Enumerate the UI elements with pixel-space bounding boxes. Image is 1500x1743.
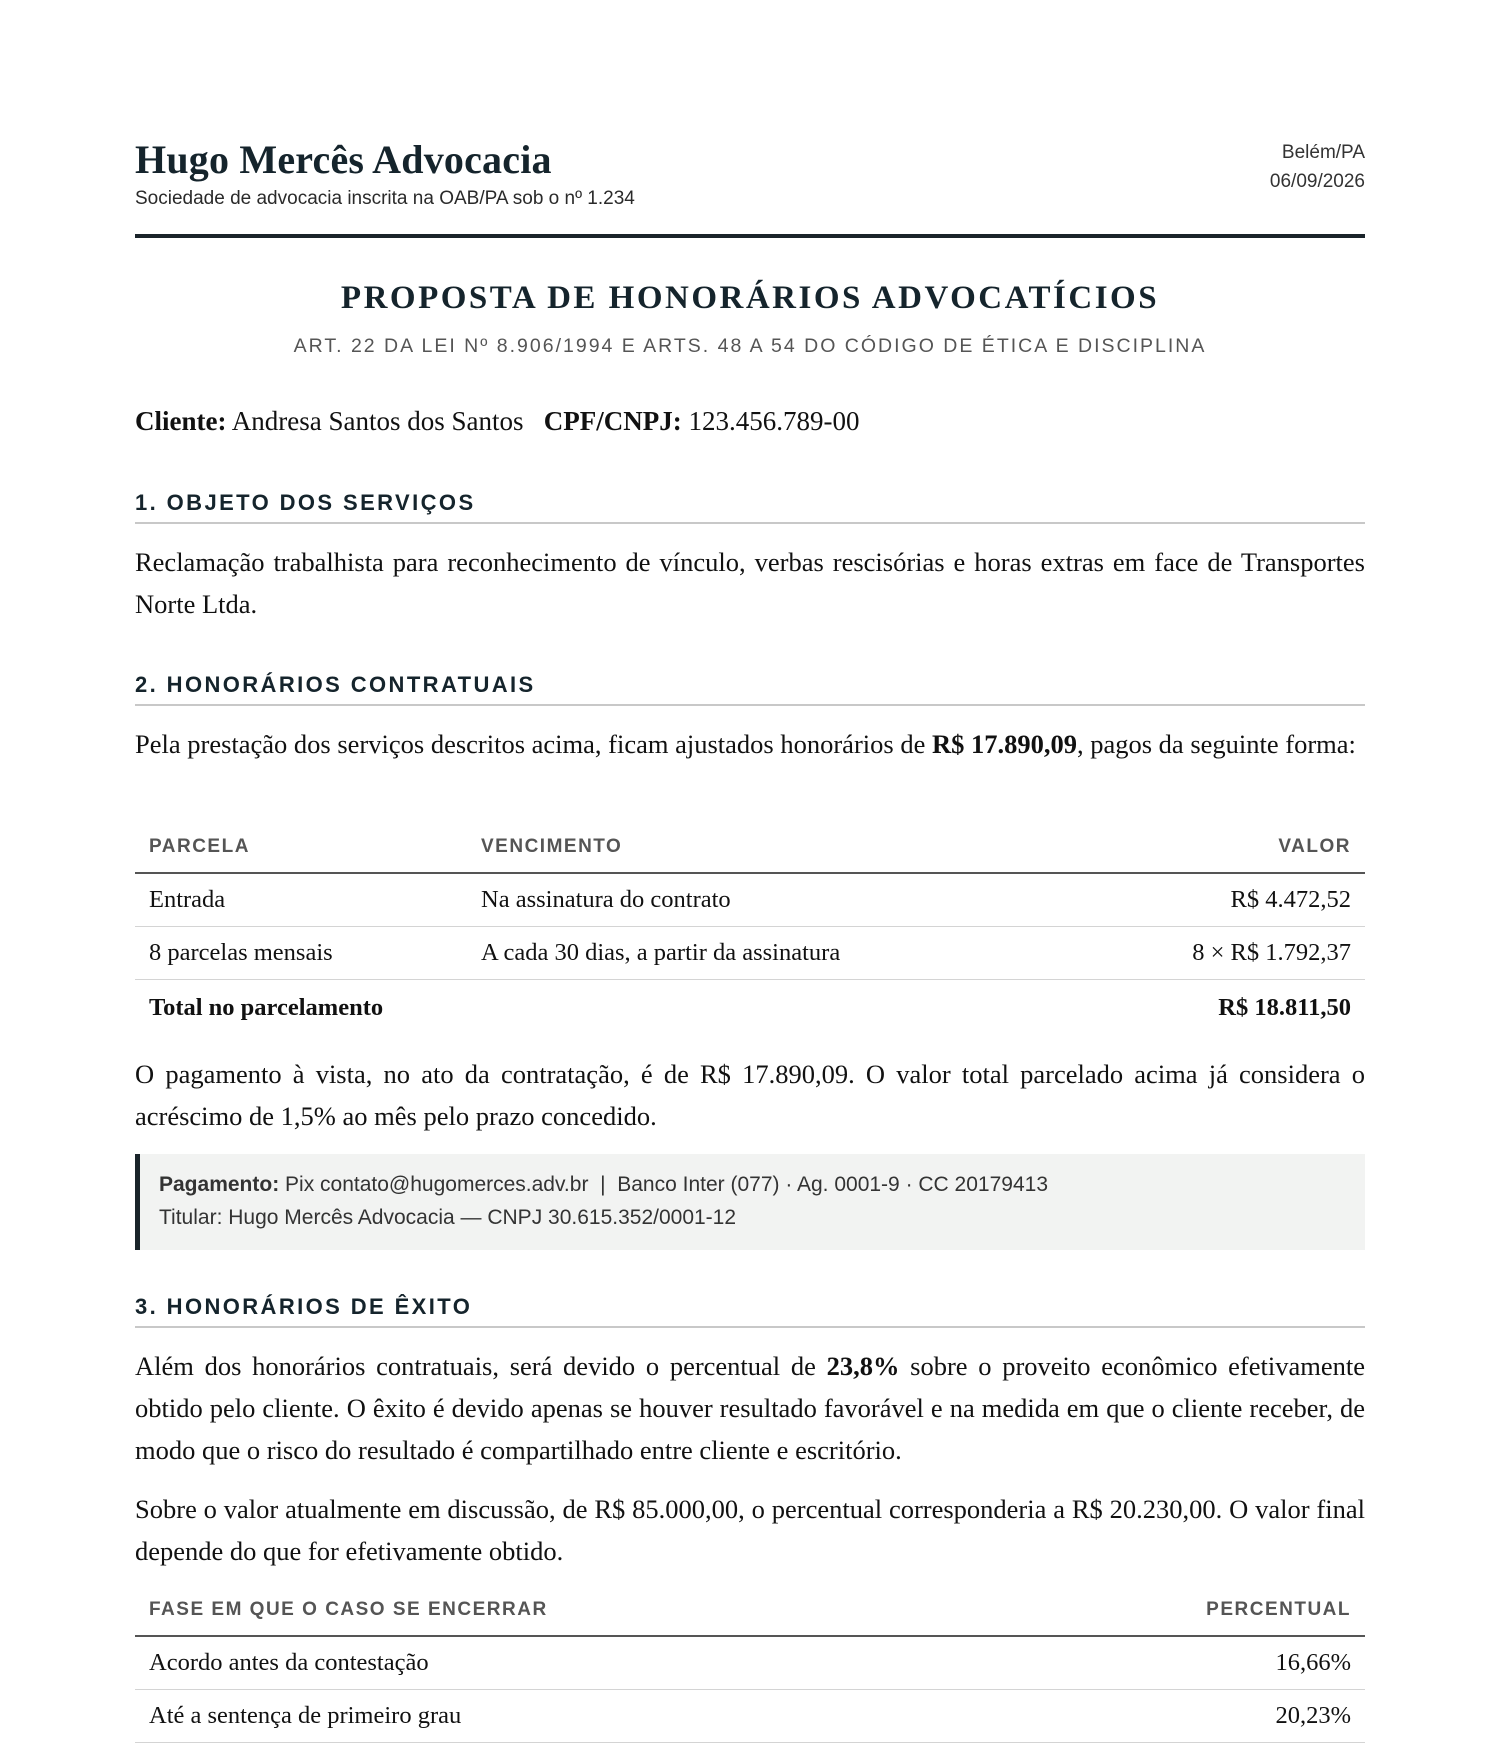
client-line (135, 406, 859, 437)
table-header-row (135, 822, 1365, 873)
payment-line-1 (159, 1173, 1048, 1197)
table-row (135, 1690, 1365, 1743)
firm-subtitle: Sociedade de advocacia inscrita na OAB/PA sob o nº 1.234 (135, 188, 635, 209)
total-label: Total no parcelamento (149, 994, 384, 1021)
col-header-valor: VALOR (1027, 822, 1365, 873)
payment-box (135, 1154, 1365, 1250)
cell-parcela: Entrada (135, 873, 467, 927)
cell-vencimento: A cada 30 dias, a partir da assinatura (467, 927, 1027, 980)
table-header-row (135, 1585, 1365, 1636)
letterhead (135, 134, 1365, 238)
table-row (135, 927, 1365, 980)
payment-details: Pix contato@hugomerces.adv.br | Banco Inter (077) · Ag. 0001-9 · CC 20179413 (279, 1173, 1048, 1196)
section-3-paragraph-1 (135, 1345, 1365, 1471)
firm-name: Hugo Mercês Advocacia (135, 137, 552, 182)
client-name: Andresa Santos dos Santos (231, 406, 524, 436)
cell-valor: 8 × R$ 1.792,37 (1027, 927, 1365, 980)
client-doc-label: CPF/CNPJ: (543, 406, 682, 436)
section-2-heading: 2. HONORÁRIOS CONTRATUAIS (135, 672, 1365, 706)
payment-label: Pagamento: (159, 1173, 280, 1196)
intro-text-after: , pagos da seguinte forma: (1076, 729, 1356, 759)
cell-fase: Até a sentença de primeiro grau (135, 1690, 1035, 1743)
success-fee-table (135, 1585, 1365, 1743)
cell-percentual: 20,23% (1035, 1690, 1365, 1743)
col-header-percentual: PERCENTUAL (1035, 1585, 1365, 1636)
section-3-paragraph-2: Sobre o valor atualmente em discussão, de R$ 85.000,00, o percentual corresponderia a R$ 20.230,00. O valor final depende do que for efetivamente obtido. (135, 1494, 1365, 1566)
total-value: R$ 18.811,50 (1218, 994, 1351, 1021)
success-percentage: 23,8% (826, 1351, 900, 1381)
table-row (135, 1636, 1365, 1690)
p1-text-before: Além dos honorários contratuais, será devido o percentual de (135, 1351, 827, 1381)
document-title: PROPOSTA DE HONORÁRIOS ADVOCATÍCIOS (340, 280, 1160, 316)
cell-percentual: 16,66% (1035, 1636, 1365, 1690)
date: 06/09/2026 (1269, 171, 1365, 192)
place: Belém/PA (1281, 142, 1365, 163)
col-header-parcela: PARCELA (135, 822, 467, 873)
section-1-text: Reclamação trabalhista para reconhecimento de vínculo, verbas rescisórias e horas extras em face de Transportes Norte Ltda. (135, 547, 1365, 619)
col-header-vencimento: VENCIMENTO (467, 822, 1027, 873)
cell-valor: R$ 4.472,52 (1027, 873, 1365, 927)
table-row (135, 873, 1365, 927)
client-label: Cliente: (135, 406, 227, 436)
fee-amount: R$ 17.890,09 (931, 729, 1077, 759)
p1-text-after: sobre o proveito econômico efetivamente obtido pelo cliente. O êxito é devido apenas se houver resultado favorável e na medida em que o cliente receber, de modo que o risco do resultado é compartilhado entre cliente e escritório. (135, 1351, 1365, 1465)
section-2-intro (135, 723, 1365, 765)
col-header-fase: FASE EM QUE O CASO SE ENCERRAR (135, 1585, 1035, 1636)
cell-vencimento: Na assinatura do contrato (467, 873, 1027, 927)
cell-parcela: 8 parcelas mensais (135, 927, 467, 980)
cell-fase: Acordo antes da contestação (135, 1636, 1035, 1690)
payment-note: O pagamento à vista, no ato da contratação, é de R$ 17.890,09. O valor total parcelado acima já considera o acréscimo de 1,5% ao mês pelo prazo concedido. (135, 1059, 1365, 1131)
installments-table (135, 822, 1365, 1036)
intro-text-before: Pela prestação dos serviços descritos acima, ficam ajustados honorários de (135, 729, 932, 759)
document-subtitle: ART. 22 DA LEI Nº 8.906/1994 E ARTS. 48 A 54 DO CÓDIGO DE ÉTICA E DISCIPLINA (293, 335, 1207, 357)
table-total-row (135, 980, 1365, 1037)
section-3-heading: 3. HONORÁRIOS DE ÊXITO (135, 1294, 1365, 1328)
section-1-heading: 1. OBJETO DOS SERVIÇOS (135, 490, 1365, 524)
payment-line-2: Titular: Hugo Mercês Advocacia — CNPJ 30.615.352/0001-12 (159, 1206, 737, 1229)
client-doc: 123.456.789-00 (688, 406, 860, 436)
